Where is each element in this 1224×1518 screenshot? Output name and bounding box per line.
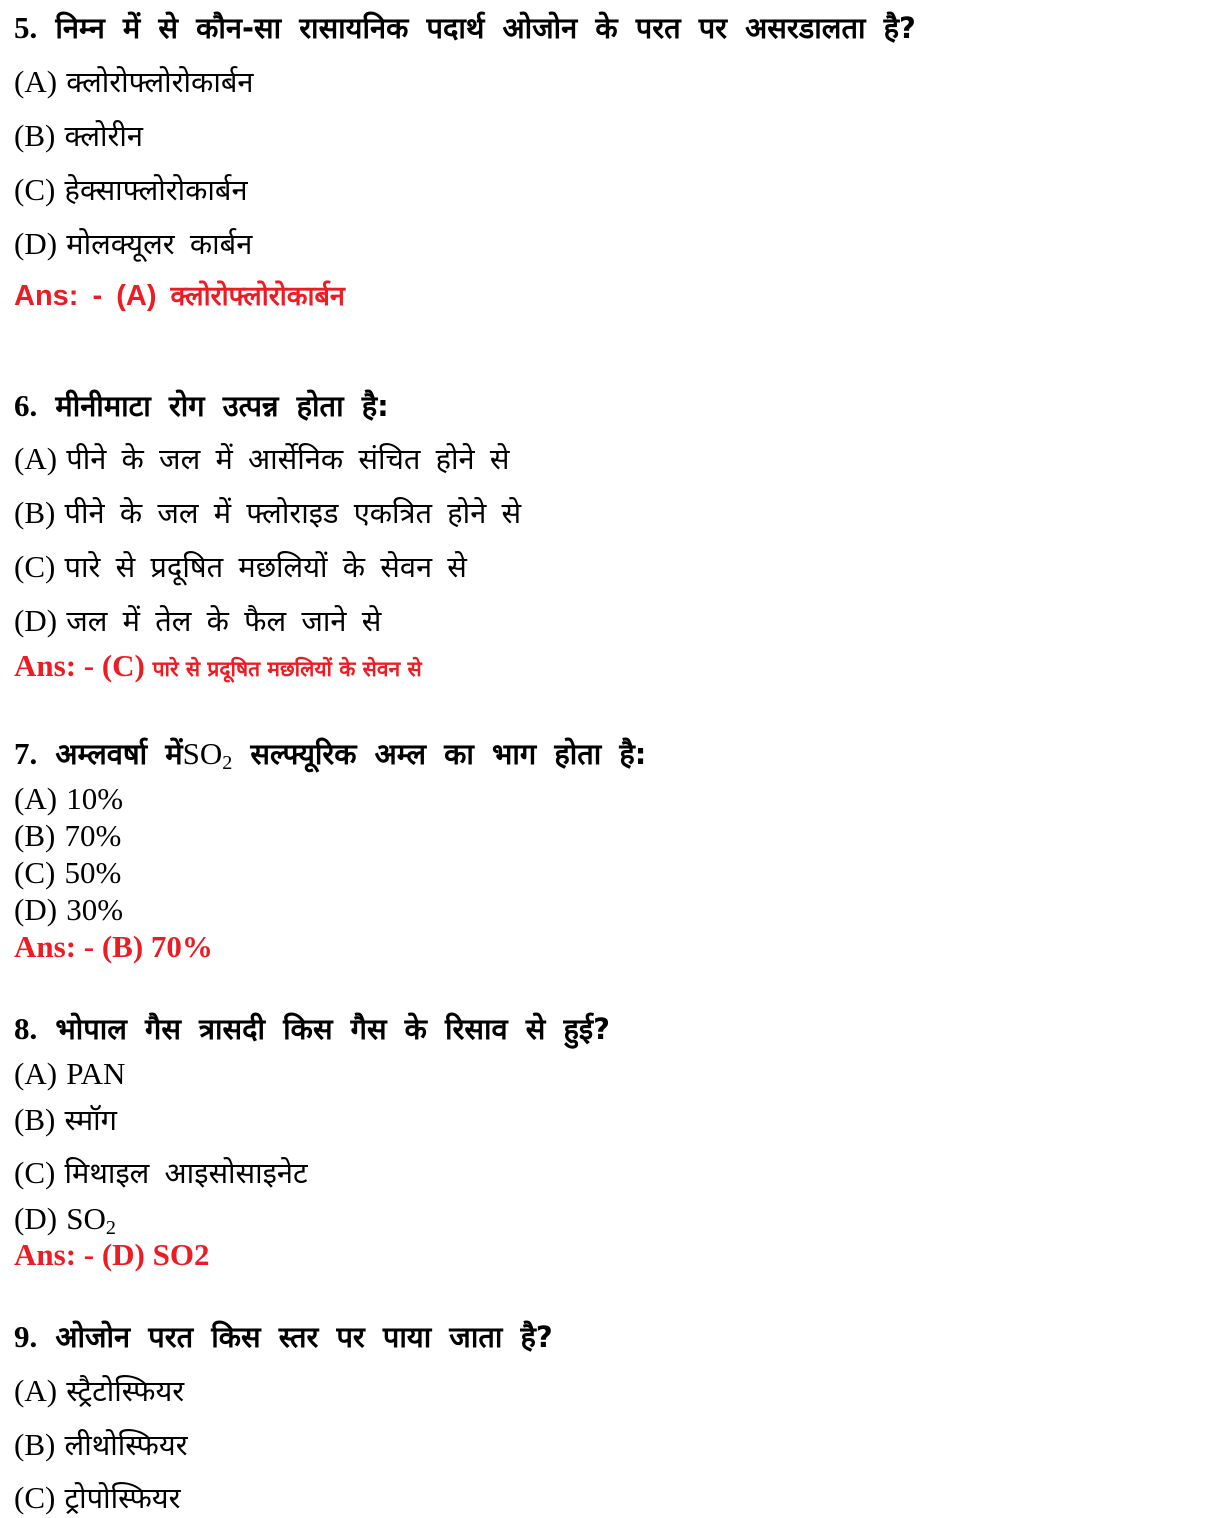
option-b (14, 120, 143, 151)
question-5 (14, 12, 916, 43)
answer-text: SO2 (152, 1237, 210, 1272)
answer-prefix: Ans: - (C) (14, 648, 145, 683)
question-text: मीनीमाटा रोग उत्पन्न होता है: (55, 389, 389, 423)
option-text: ट्रोपोस्फियर (64, 1481, 181, 1515)
option-label: (A) (14, 64, 58, 99)
option-a (14, 443, 509, 474)
answer-line (14, 931, 213, 962)
answer-text: क्लोरोफ्लोरोकार्बन (170, 281, 345, 312)
option-label: (B) (14, 495, 56, 530)
option-text (66, 1201, 116, 1240)
option-label: (D) (14, 892, 58, 927)
answer-line (14, 650, 422, 681)
answer-prefix: Ans: - (B) (14, 929, 144, 964)
option-c (14, 174, 248, 205)
option-label: (A) (14, 441, 58, 476)
option-text: मोलक्यूलर कार्बन (66, 227, 253, 261)
question-number: 6. (14, 388, 38, 423)
answer-line (14, 1239, 209, 1270)
answer-text: 70% (150, 929, 213, 964)
question-8 (14, 1013, 610, 1044)
answer-prefix: Ans: - (D) (14, 1237, 145, 1272)
question-text-after: सल्फ्यूरिक अम्ल का भाग होता है: (250, 737, 647, 771)
question-number: 9. (14, 1319, 38, 1354)
question-text: ओजोन परत किस स्तर पर पाया जाता है? (55, 1320, 553, 1354)
answer-line (14, 282, 345, 311)
option-d (14, 894, 123, 925)
option-d (14, 605, 381, 636)
question-number: 7. (14, 736, 38, 771)
answer-prefix: Ans: - (A) (14, 280, 157, 312)
option-text: 50% (64, 855, 122, 890)
question-7 (14, 738, 646, 773)
option-label: (B) (14, 1427, 56, 1462)
option-text: लीथोस्फियर (64, 1428, 188, 1462)
option-label: (C) (14, 855, 56, 890)
option-text: जल में तेल के फैल जाने से (66, 604, 382, 638)
option-c (14, 1157, 308, 1188)
question-text: निम्न में से कौन-सा रासायनिक पदार्थ ओजोन के परत पर असरडालता है? (55, 11, 916, 45)
option-label: (B) (14, 818, 56, 853)
option-d (14, 228, 252, 259)
formula-subscript: 2 (222, 752, 233, 775)
option-label: (D) (14, 226, 58, 261)
option-text: हेक्साफ्लोरोकार्बन (64, 173, 248, 207)
option-a (14, 1058, 125, 1089)
option-label: (D) (14, 603, 58, 638)
option-text: पारे से प्रदूषित मछलियों के सेवन से (64, 550, 467, 584)
option-label: (C) (14, 1480, 56, 1515)
answer-text: पारे से प्रदूषित मछलियों के सेवन से (152, 656, 422, 681)
formula (182, 736, 233, 775)
question-number: 8. (14, 1011, 38, 1046)
option-text: 70% (64, 818, 122, 853)
formula-base: SO (182, 736, 223, 771)
option-c (14, 1482, 181, 1513)
option-text: 30% (66, 892, 124, 927)
option-label: (A) (14, 1056, 58, 1091)
option-text: पीने के जल में फ्लोराइड एकत्रित होने से (64, 496, 522, 530)
option-text: स्ट्रैटोस्फियर (66, 1374, 185, 1408)
question-text-before: अम्लवर्षा में (55, 737, 183, 771)
option-label: (D) (14, 1201, 58, 1236)
option-text: 10% (66, 781, 124, 816)
option-text: क्लोरोफ्लोरोकार्बन (66, 65, 254, 99)
question-6 (14, 390, 389, 421)
question-text: भोपाल गैस त्रासदी किस गैस के रिसाव से हुई? (55, 1012, 610, 1046)
option-text: PAN (66, 1056, 126, 1091)
formula-subscript: 2 (105, 1217, 116, 1240)
option-b (14, 1429, 188, 1460)
formula-base: SO (66, 1201, 106, 1236)
option-a (14, 783, 123, 814)
option-label: (B) (14, 118, 56, 153)
option-text: स्मॉग (64, 1103, 118, 1137)
option-a (14, 1375, 184, 1406)
option-label: (A) (14, 1373, 58, 1408)
option-b (14, 1104, 117, 1135)
option-label: (C) (14, 549, 56, 584)
option-text: मिथाइल आइसोसाइनेट (64, 1156, 308, 1190)
option-d (14, 1203, 116, 1238)
question-number: 5. (14, 10, 38, 45)
option-label: (B) (14, 1102, 56, 1137)
option-label: (C) (14, 172, 56, 207)
option-b (14, 497, 521, 528)
option-text: क्लोरीन (64, 119, 143, 153)
option-text: पीने के जल में आर्सेनिक संचित होने से (66, 442, 510, 476)
question-9 (14, 1321, 553, 1352)
option-a (14, 66, 254, 97)
option-label: (A) (14, 781, 58, 816)
option-label: (C) (14, 1155, 56, 1190)
option-c (14, 551, 467, 582)
option-c (14, 857, 121, 888)
option-b (14, 820, 121, 851)
